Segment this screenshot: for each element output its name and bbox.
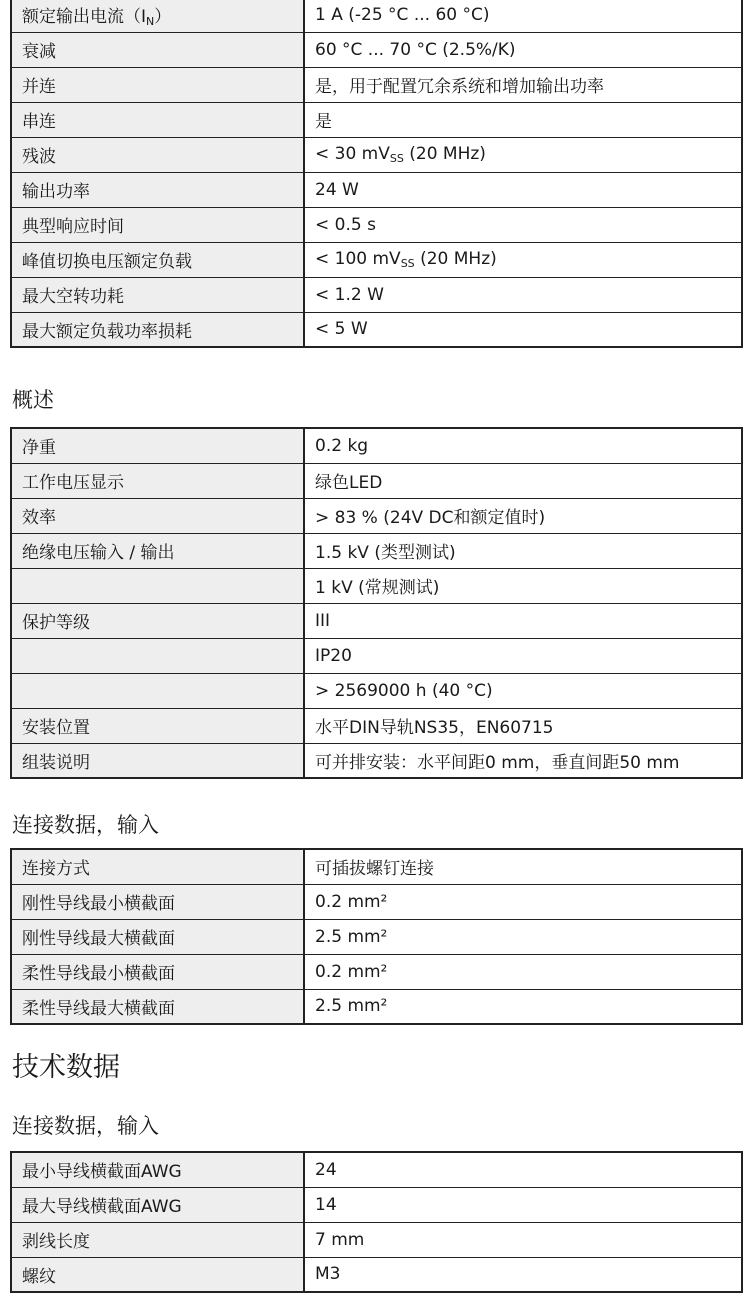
table-row	[11, 568, 742, 603]
row-label: 效率	[11, 498, 304, 533]
table-row	[11, 849, 742, 884]
table-row	[11, 32, 742, 67]
row-value: > 83 % (24V DC和额定值时)	[304, 498, 742, 533]
table-row	[11, 1152, 742, 1187]
table-row	[11, 498, 742, 533]
row-label: 最大空转功耗	[11, 277, 304, 312]
row-value: 1.5 kV (类型测试)	[304, 533, 742, 568]
row-label: 绝缘电压输入 / 输出	[11, 533, 304, 568]
table-row	[11, 673, 742, 708]
row-value: 是	[304, 102, 742, 137]
row-value: < 1.2 W	[304, 277, 742, 312]
row-value: 2.5 mm²	[304, 919, 742, 954]
table-row	[11, 312, 742, 347]
row-label: 螺纹	[11, 1257, 304, 1292]
row-value: 60 °C ... 70 °C (2.5%/K)	[304, 32, 742, 67]
row-label: 输出功率	[11, 172, 304, 207]
row-value: 0.2 kg	[304, 428, 742, 463]
row-label: 典型响应时间	[11, 207, 304, 242]
table-row	[11, 919, 742, 954]
row-label: 最大导线横截面AWG	[11, 1187, 304, 1222]
table-row	[11, 242, 742, 277]
row-label: 最大额定负载功率损耗	[11, 312, 304, 347]
output-spec-table	[10, 0, 743, 348]
row-label	[11, 568, 304, 603]
section-title-overview: 概述	[12, 388, 54, 412]
row-label: 净重	[11, 428, 304, 463]
table-row	[11, 428, 742, 463]
row-label: 柔性导线最小横截面	[11, 954, 304, 989]
row-value: > 2569000 h (40 °C)	[304, 673, 742, 708]
row-value: 可插拔螺钉连接	[304, 849, 742, 884]
row-value: < 0.5 s	[304, 207, 742, 242]
row-value: 0.2 mm²	[304, 954, 742, 989]
row-label: 组装说明	[11, 743, 304, 778]
row-label: 最小导线横截面AWG	[11, 1152, 304, 1187]
section-title-connection-input: 连接数据，输入	[12, 813, 159, 837]
table-row	[11, 954, 742, 989]
table-row	[11, 137, 742, 172]
overview-table	[10, 427, 743, 779]
row-value: 14	[304, 1187, 742, 1222]
row-label-end: ）	[154, 6, 172, 27]
table-row	[11, 884, 742, 919]
table-row	[11, 989, 742, 1024]
row-value-subscript: SS	[400, 257, 415, 270]
row-value-end: (20 MHz)	[403, 144, 486, 164]
row-value: 水平DIN导轨NS35，EN60715	[304, 708, 742, 743]
row-label-text: 额定输出电流（	[22, 6, 141, 27]
row-value: 24	[304, 1152, 742, 1187]
row-label: 峰值切换电压额定负载	[11, 242, 304, 277]
row-value-text: < 100 mV	[315, 249, 401, 269]
page-heading-technical-data: 技术数据	[12, 1052, 120, 1083]
row-label	[11, 673, 304, 708]
table-row	[11, 463, 742, 498]
table-row	[11, 102, 742, 137]
table-row	[11, 172, 742, 207]
row-value-end: (20 MHz)	[414, 249, 497, 269]
row-value	[304, 137, 742, 172]
row-label: 残波	[11, 137, 304, 172]
row-value-subscript: SS	[389, 152, 404, 165]
row-label: 刚性导线最小横截面	[11, 884, 304, 919]
row-label: 柔性导线最大横截面	[11, 989, 304, 1024]
row-label: 连接方式	[11, 849, 304, 884]
row-value: 24 W	[304, 172, 742, 207]
row-label: 并连	[11, 67, 304, 102]
row-value: 2.5 mm²	[304, 989, 742, 1024]
row-label: 安装位置	[11, 708, 304, 743]
table-row	[11, 708, 742, 743]
row-value: III	[304, 603, 742, 638]
section-title-connection-input-2: 连接数据，输入	[12, 1114, 159, 1138]
table-row	[11, 638, 742, 673]
connection-input-awg-table	[10, 1151, 743, 1293]
table-row	[11, 1187, 742, 1222]
row-value: M3	[304, 1257, 742, 1292]
table-row	[11, 743, 742, 778]
table-row	[11, 603, 742, 638]
row-label: 保护等级	[11, 603, 304, 638]
row-label-symbol: I	[141, 6, 147, 27]
row-value: 是，用于配置冗余系统和增加输出功率	[304, 67, 742, 102]
row-label: 剥线长度	[11, 1222, 304, 1257]
row-value: 0.2 mm²	[304, 884, 742, 919]
table-row	[11, 1257, 742, 1292]
row-label	[11, 0, 304, 32]
row-label: 串连	[11, 102, 304, 137]
row-value: 1 A (-25 °C ... 60 °C)	[304, 0, 742, 32]
table-row	[11, 0, 742, 32]
row-label: 刚性导线最大横截面	[11, 919, 304, 954]
row-value: < 5 W	[304, 312, 742, 347]
row-value: IP20	[304, 638, 742, 673]
row-value: 绿色LED	[304, 463, 742, 498]
row-value-text: < 30 mV	[315, 144, 390, 164]
row-value: 可并排安装：水平间距0 mm，垂直间距50 mm	[304, 743, 742, 778]
row-label	[11, 638, 304, 673]
row-value	[304, 242, 742, 277]
row-label: 衰减	[11, 32, 304, 67]
row-value: 7 mm	[304, 1222, 742, 1257]
table-row	[11, 1222, 742, 1257]
table-row	[11, 277, 742, 312]
row-value: 1 kV (常规测试)	[304, 568, 742, 603]
table-row	[11, 533, 742, 568]
row-label-subscript: N	[146, 14, 155, 28]
connection-input-table	[10, 848, 743, 1025]
row-label: 工作电压显示	[11, 463, 304, 498]
table-row	[11, 67, 742, 102]
table-row	[11, 207, 742, 242]
